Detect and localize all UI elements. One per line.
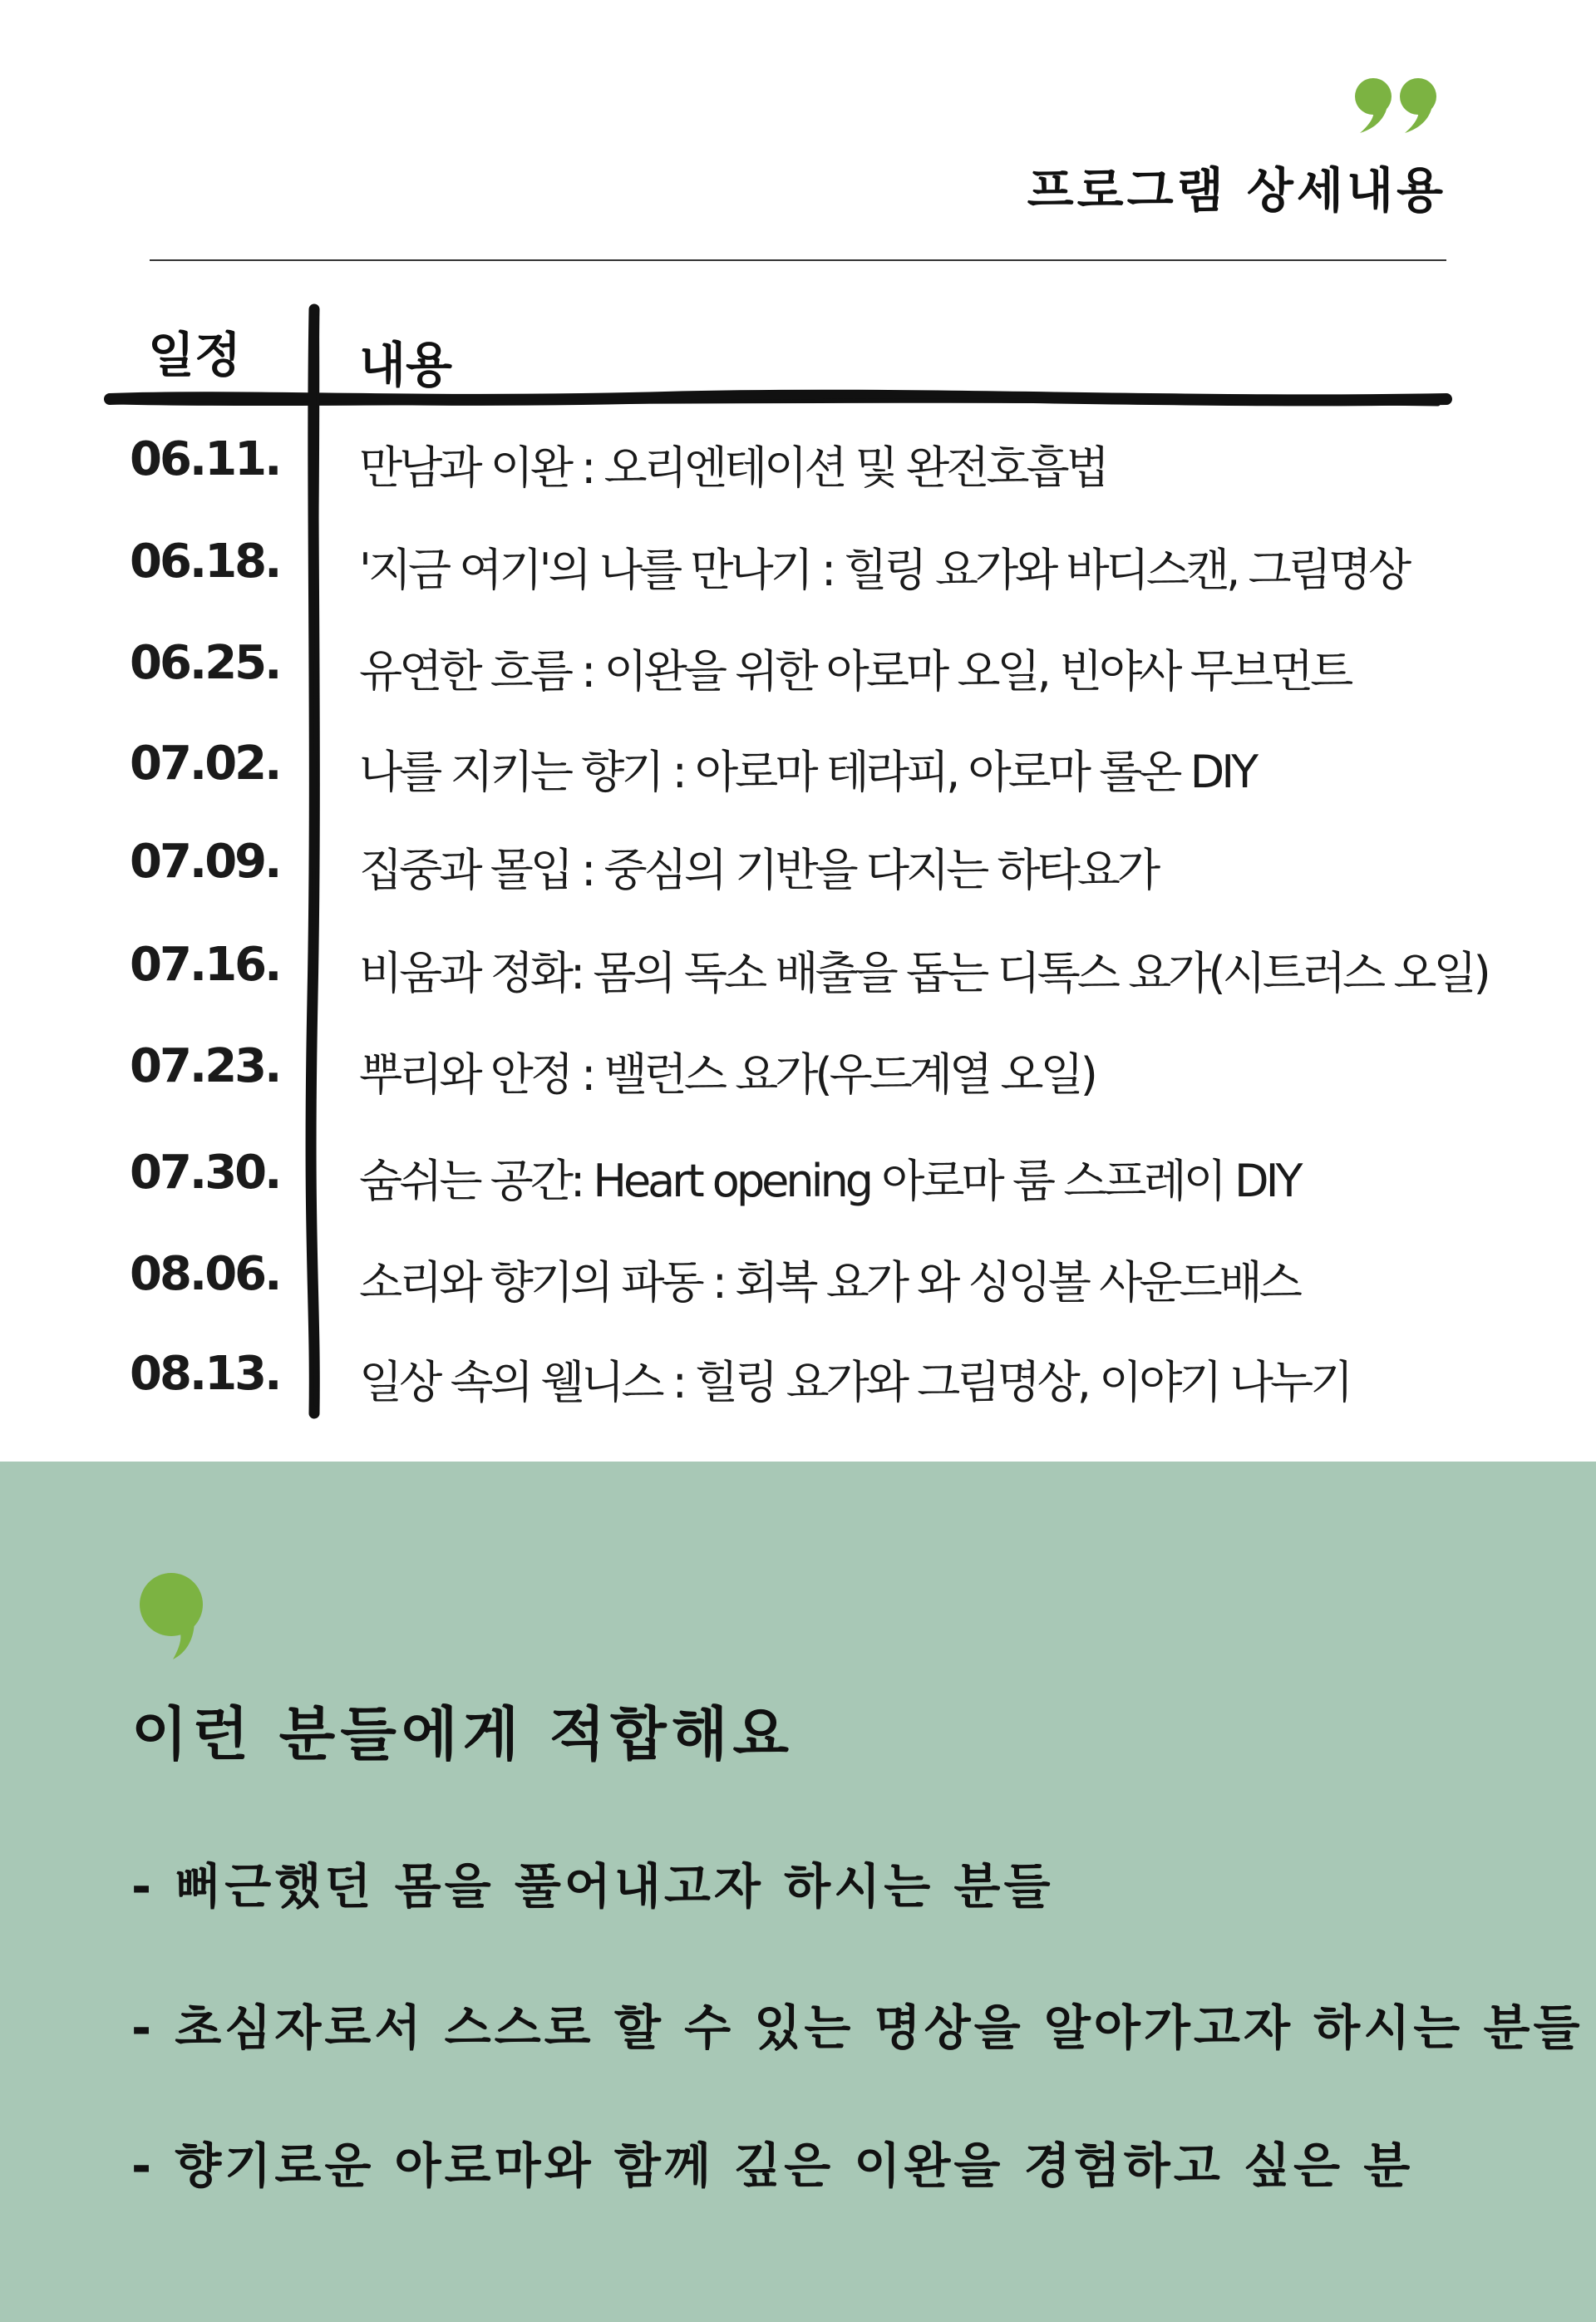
- row-date: 08.13.: [130, 1347, 280, 1401]
- column-header-date: 일정: [148, 327, 242, 383]
- table-row: [0, 1347, 1596, 1413]
- row-date: 07.30.: [130, 1146, 280, 1200]
- row-content: 일상 속의 웰니스 : 힐링 요가와 그림명상, 이야기 나누기: [359, 1356, 1351, 1408]
- table-row: [0, 1039, 1596, 1106]
- suitable-item: - 뻐근했던 몸을 풀어내고자 하시는 분들: [131, 1858, 1054, 1915]
- table-row: [0, 535, 1596, 601]
- row-date: 06.18.: [130, 535, 280, 589]
- suitable-audience-section: [0, 1462, 1596, 2322]
- row-date: 06.11.: [130, 432, 280, 486]
- table-row: [0, 432, 1596, 499]
- row-content: 소리와 향기의 파동 : 회복 요가 와 싱잉볼 사운드배스: [359, 1256, 1299, 1309]
- section-title: 프로그램 상세내용: [1027, 162, 1446, 219]
- row-content: 집중과 몰입 : 중심의 기반을 다지는 하타요가: [359, 844, 1158, 896]
- row-date: 08.06.: [130, 1247, 280, 1301]
- opening-quote-icon: [135, 1571, 204, 1659]
- row-date: 07.09.: [130, 835, 280, 889]
- table-row: [0, 835, 1596, 901]
- row-content: 만남과 이완 : 오리엔테이션 및 완전호흡법: [359, 441, 1106, 494]
- suitable-item: - 초심자로서 스스로 할 수 있는 명상을 알아가고자 하시는 분들: [131, 1999, 1584, 2056]
- row-content: 유연한 흐름 : 이완을 위한 아로마 오일, 빈야사 무브먼트: [359, 645, 1351, 698]
- row-content: 비움과 정화: 몸의 독소 배출을 돕는 디톡스 요가(시트러스 오일): [359, 947, 1488, 999]
- row-date: 07.02.: [130, 737, 280, 791]
- table-row: [0, 1247, 1596, 1314]
- table-row: [0, 1146, 1596, 1212]
- table-row: [0, 938, 1596, 1004]
- row-content: 나를 지키는 향기 : 아로마 테라피, 아로마 롤온 DIY: [359, 746, 1256, 798]
- column-header-content: 내용: [359, 337, 453, 393]
- table-row: [0, 737, 1596, 803]
- table-row: [0, 636, 1596, 703]
- row-content: 숨쉬는 공간: Heart opening 아로마 룸 스프레이 DIY: [359, 1155, 1300, 1207]
- row-date: 07.23.: [130, 1039, 280, 1093]
- row-date: 06.25.: [130, 636, 280, 690]
- row-content: 뿌리와 안정 : 밸런스 요가(우드계열 오일): [359, 1048, 1095, 1101]
- suitable-item: - 향기로운 아로마와 함께 깊은 이완을 경험하고 싶은 분: [131, 2137, 1414, 2194]
- row-date: 07.16.: [130, 938, 280, 992]
- suitable-title: 이런 분들에게 적합해요: [131, 1700, 794, 1768]
- row-content: '지금 여기'의 나를 만나기 : 힐링 요가와 바디스캔, 그림명상: [359, 544, 1409, 596]
